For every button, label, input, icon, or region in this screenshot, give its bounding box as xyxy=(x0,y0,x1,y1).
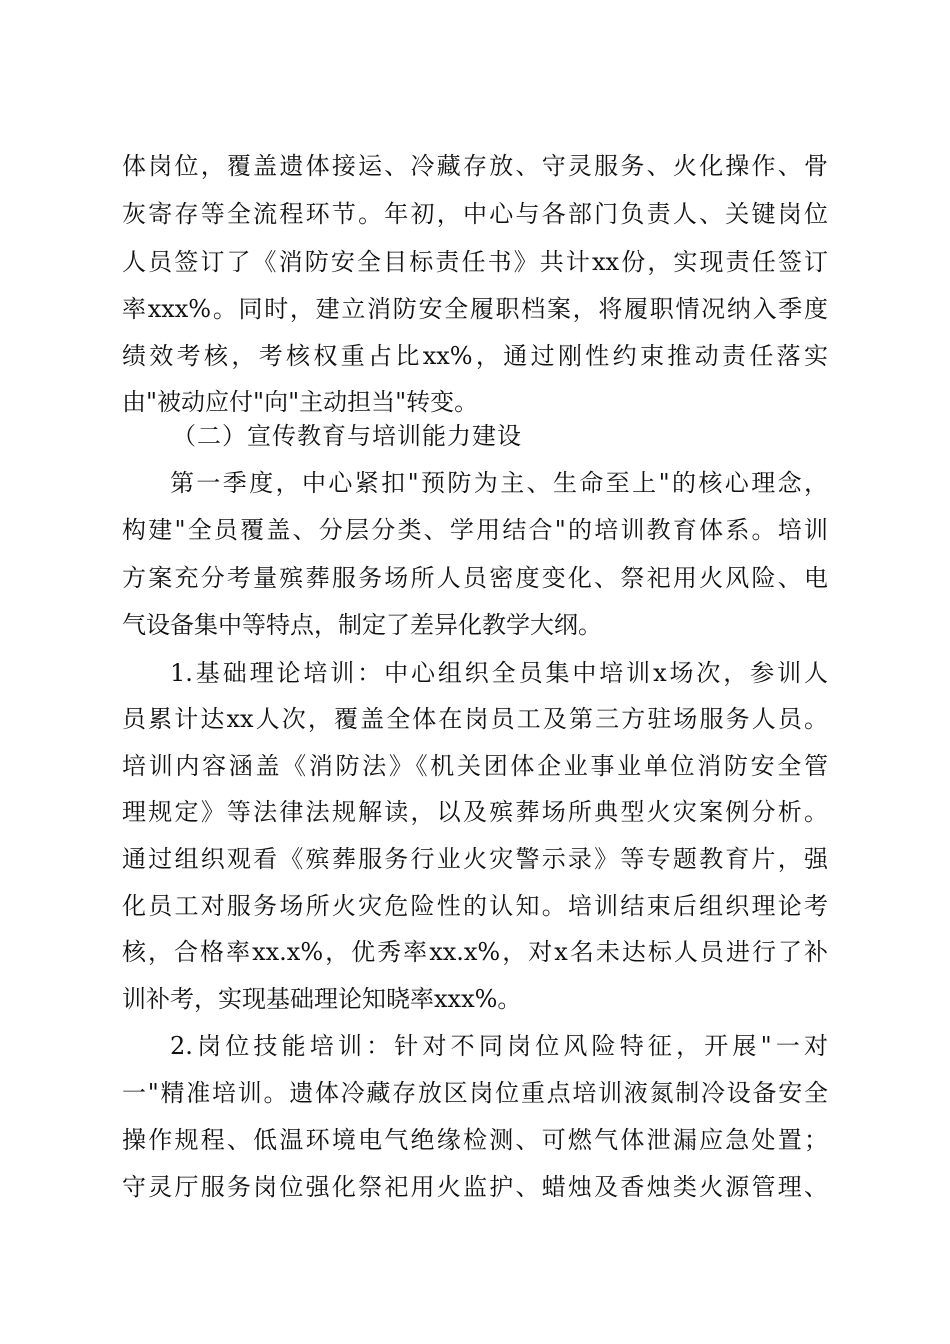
paragraph-3-line-2: 员累计达xx人次，覆盖全体在岗员工及第三方驻场服务人员。 xyxy=(122,705,828,733)
paragraph-3-line-3: 培训内容涵盖《消防法》《机关团体企业事业单位消防安全管 xyxy=(122,752,828,780)
paragraph-3-line-8: 训补考，实现基础理论知晓率xxx%。 xyxy=(122,985,522,1013)
paragraph-4-line-3: 操作规程、低温环境电气绝缘检测、可燃气体泄漏应急处置； xyxy=(122,1126,828,1154)
paragraph-2-line-4: 气设备集中等特点，制定了差异化教学大纲。 xyxy=(122,611,602,639)
paragraph-1-line-5: 绩效考核，考核权重占比xx%，通过刚性约束推动责任落实 xyxy=(122,342,828,370)
paragraph-2-line-3: 方案充分考量殡葬服务场所人员密度变化、祭祀用火风险、电 xyxy=(122,564,828,592)
paragraph-1-line-6: 由"被动应付"向"主动担当"转变。 xyxy=(122,388,479,416)
paragraph-4-line-2: 一"精准培训。遗体冷藏存放区岗位重点培训液氮制冷设备安全 xyxy=(122,1079,828,1107)
paragraph-3-line-5: 通过组织观看《殡葬服务行业火灾警示录》等专题教育片，强 xyxy=(122,845,828,873)
paragraph-1-line-2: 灰寄存等全流程环节。年初，中心与各部门负责人、关键岗位 xyxy=(122,200,828,228)
paragraph-1-line-3: 人员签订了《消防安全目标责任书》共计xx份，实现责任签订 xyxy=(122,248,828,276)
paragraph-1-line-1: 体岗位，覆盖遗体接运、冷藏存放、守灵服务、火化操作、骨 xyxy=(122,152,828,180)
paragraph-2-line-1: 第一季度，中心紧扣"预防为主、生命至上"的核心理念， xyxy=(170,469,828,497)
paragraph-3-line-7: 核，合格率xx.x%，优秀率xx.x%，对x名未达标人员进行了补 xyxy=(122,938,828,966)
paragraph-3-line-1: 1.基础理论培训：中心组织全员集中培训x场次，参训人 xyxy=(170,659,828,687)
paragraph-3-line-4: 理规定》等法律法规解读，以及殡葬场所典型火灾案例分析。 xyxy=(122,798,828,826)
paragraph-2-line-2: 构建"全员覆盖、分层分类、学用结合"的培训教育体系。培训 xyxy=(122,516,828,544)
paragraph-1-line-4: 率xxx%。同时，建立消防安全履职档案，将履职情况纳入季度 xyxy=(122,295,828,323)
paragraph-4-line-1: 2.岗位技能培训：针对不同岗位风险特征，开展"一对 xyxy=(170,1032,828,1060)
paragraph-3-line-6: 化员工对服务场所火灾危险性的认知。培训结束后组织理论考 xyxy=(122,892,828,920)
section-heading: （二）宣传教育与培训能力建设 xyxy=(172,422,522,450)
paragraph-4-line-4: 守灵厅服务岗位强化祭祀用火监护、蜡烛及香烛类火源管理、 xyxy=(122,1173,828,1201)
